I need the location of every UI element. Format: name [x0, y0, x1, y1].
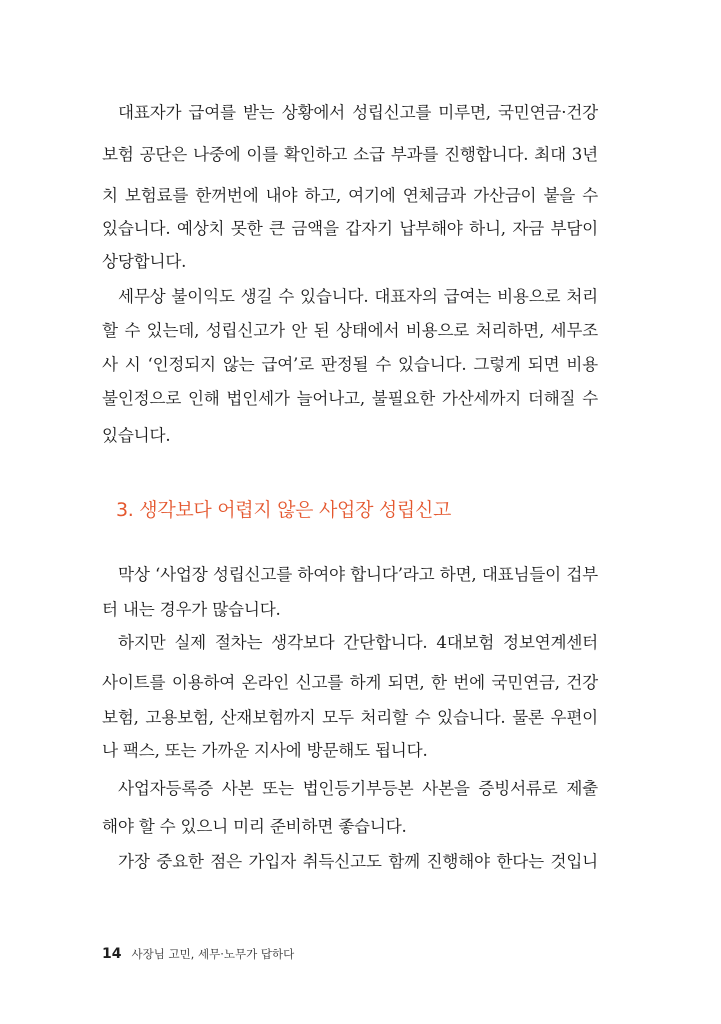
section-heading: 3. 생각보다 어렵지 않은 사업장 성립신고 — [116, 499, 452, 521]
paragraph-2-line-5: 있습니다. — [102, 426, 171, 445]
paragraph-1-line-4: 있습니다. 예상치 못한 큰 금액을 갑자기 납부해야 하니, 자금 부담이 — [102, 219, 598, 238]
paragraph-2-line-3: 사 시 ‘인정되지 않는 급여’로 판정될 수 있습니다. 그렇게 되면 비용 — [102, 355, 598, 374]
paragraph-2-line-4: 불인정으로 인해 법인세가 늘어나고, 불필요한 가산세까지 더해질 수 — [102, 389, 598, 408]
paragraph-1-line-1: 대표자가 급여를 받는 상황에서 성립신고를 미루면, 국민연금·건강 — [118, 103, 598, 122]
paragraph-4-line-2: 사이트를 이용하여 온라인 신고를 하게 되면, 한 번에 국민연금, 건강 — [102, 673, 598, 692]
paragraph-4-line-4: 나 팩스, 또는 가까운 지사에 방문해도 됩니다. — [102, 741, 428, 760]
paragraph-1-line-2: 보험 공단은 나중에 이를 확인하고 소급 부과를 진행합니다. 최대 3년 — [102, 145, 598, 164]
paragraph-3-line-2: 터 내는 경우가 많습니다. — [102, 600, 281, 619]
paragraph-4-line-3: 보험, 고용보험, 산재보험까지 모두 처리할 수 있습니다. 물론 우편이 — [102, 708, 598, 727]
paragraph-2-line-2: 할 수 있는데, 성립신고가 안 된 상태에서 비용으로 처리하면, 세무조 — [102, 321, 598, 340]
paragraph-5-line-1: 사업자등록증 사본 또는 법인등기부등본 사본을 증빙서류로 제출 — [118, 779, 598, 798]
paragraph-3-line-1: 막상 ‘사업장 성립신고를 하여야 합니다’라고 하면, 대표님들이 겁부 — [118, 565, 598, 584]
running-title: 사장님 고민, 세무·노무가 답하다 — [131, 947, 295, 961]
page-number: 14 — [102, 946, 122, 962]
paragraph-5-line-2: 해야 할 수 있으니 미리 준비하면 좋습니다. — [102, 817, 407, 836]
page-footer — [102, 946, 294, 962]
paragraph-1-line-5: 상당합니다. — [102, 252, 187, 271]
paragraph-6-line-1: 가장 중요한 점은 가입자 취득신고도 함께 진행해야 한다는 것입니 — [118, 852, 598, 871]
paragraph-1-line-3: 치 보험료를 한꺼번에 내야 하고, 여기에 연체금과 가산금이 붙을 수 — [102, 186, 598, 205]
paragraph-4-line-1: 하지만 실제 절차는 생각보다 간단합니다. 4대보험 정보연계센터 — [118, 633, 598, 652]
paragraph-2-line-1: 세무상 불이익도 생길 수 있습니다. 대표자의 급여는 비용으로 처리 — [118, 287, 598, 306]
